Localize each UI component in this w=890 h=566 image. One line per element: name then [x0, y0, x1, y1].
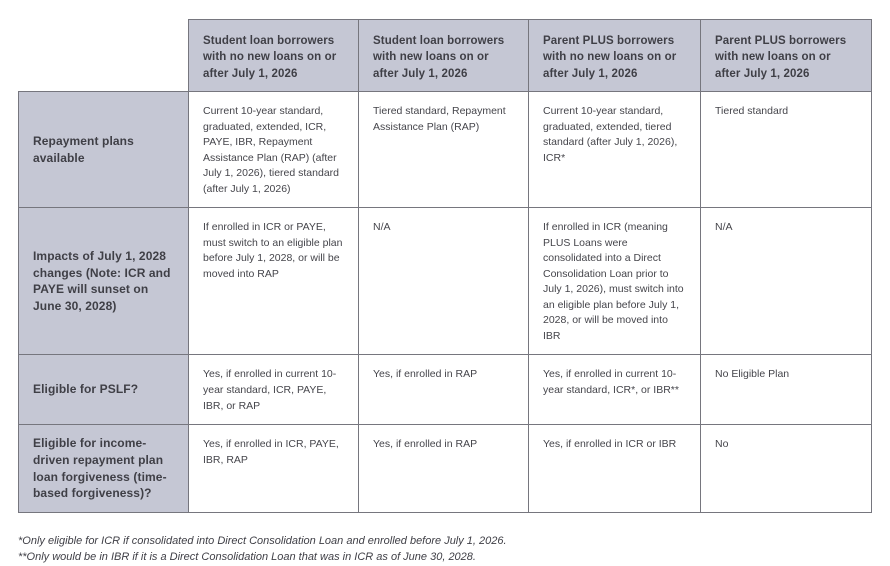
column-header-parent-plus-new-loans: Parent PLUS borrowers with new loans on or after July 1, 2026 — [701, 20, 872, 92]
data-cell: Tiered standard, Repayment Assistance Plan (RAP) — [359, 92, 529, 208]
row-label-impacts-2028: Impacts of July 1, 2028 changes (Note: ICR and PAYE will sunset on June 30, 2028) — [19, 208, 189, 355]
data-cell: Tiered standard — [701, 92, 872, 208]
table-row-idr-forgiveness — [19, 425, 872, 513]
data-cell: If enrolled in ICR (meaning PLUS Loans were consolidated into a Direct Consolidation Loan prior to July 1, 2026), must switch into an eligible plan before July 1, 2028, or will be moved into IBR — [529, 208, 701, 355]
column-header-parent-plus-no-new-loans: Parent PLUS borrowers with no new loans on or after July 1, 2026 — [529, 20, 701, 92]
row-label-pslf-eligibility: Eligible for PSLF? — [19, 355, 189, 425]
data-cell: Yes, if enrolled in RAP — [359, 425, 529, 513]
data-cell: Current 10-year standard, graduated, extended, ICR, PAYE, IBR, Repayment Assistance Plan (RAP) (after July 1, 2026), tiered standard (after July 1, 2026) — [189, 92, 359, 208]
corner-cell — [19, 20, 189, 92]
loan-comparison-table — [18, 19, 872, 513]
data-cell: If enrolled in ICR or PAYE, must switch to an eligible plan before July 1, 2028, or will be moved into RAP — [189, 208, 359, 355]
data-cell: Yes, if enrolled in ICR or IBR — [529, 425, 701, 513]
data-cell: Current 10-year standard, graduated, extended, tiered standard (after July 1, 2026), ICR* — [529, 92, 701, 208]
data-cell: Yes, if enrolled in current 10-year standard, ICR*, or IBR** — [529, 355, 701, 425]
footnote-ibr: **Only would be in IBR if it is a Direct Consolidation Loan that was in ICR as of June 30, 2028. — [18, 551, 476, 564]
data-cell: Yes, if enrolled in RAP — [359, 355, 529, 425]
data-cell: N/A — [359, 208, 529, 355]
header-row — [19, 20, 872, 92]
column-header-student-no-new-loans: Student loan borrowers with no new loans on or after July 1, 2026 — [189, 20, 359, 92]
row-label-repayment-plans: Repayment plans available — [19, 92, 189, 208]
data-cell: Yes, if enrolled in ICR, PAYE, IBR, RAP — [189, 425, 359, 513]
data-cell: No — [701, 425, 872, 513]
column-header-student-new-loans: Student loan borrowers with new loans on or after July 1, 2026 — [359, 20, 529, 92]
footnotes-block — [18, 534, 890, 566]
footnote-icr: *Only eligible for ICR if consolidated into Direct Consolidation Loan and enrolled before July 1, 2026. — [18, 535, 507, 548]
table-row-repayment-plans — [19, 92, 872, 208]
row-label-idr-forgiveness: Eligible for income-driven repayment plan loan forgiveness (time-based forgiveness)? — [19, 425, 189, 513]
data-cell: N/A — [701, 208, 872, 355]
table-row-pslf-eligibility — [19, 355, 872, 425]
table-row-impacts-2028 — [19, 208, 872, 355]
data-cell: Yes, if enrolled in current 10-year standard, ICR, PAYE, IBR, or RAP — [189, 355, 359, 425]
data-cell: No Eligible Plan — [701, 355, 872, 425]
